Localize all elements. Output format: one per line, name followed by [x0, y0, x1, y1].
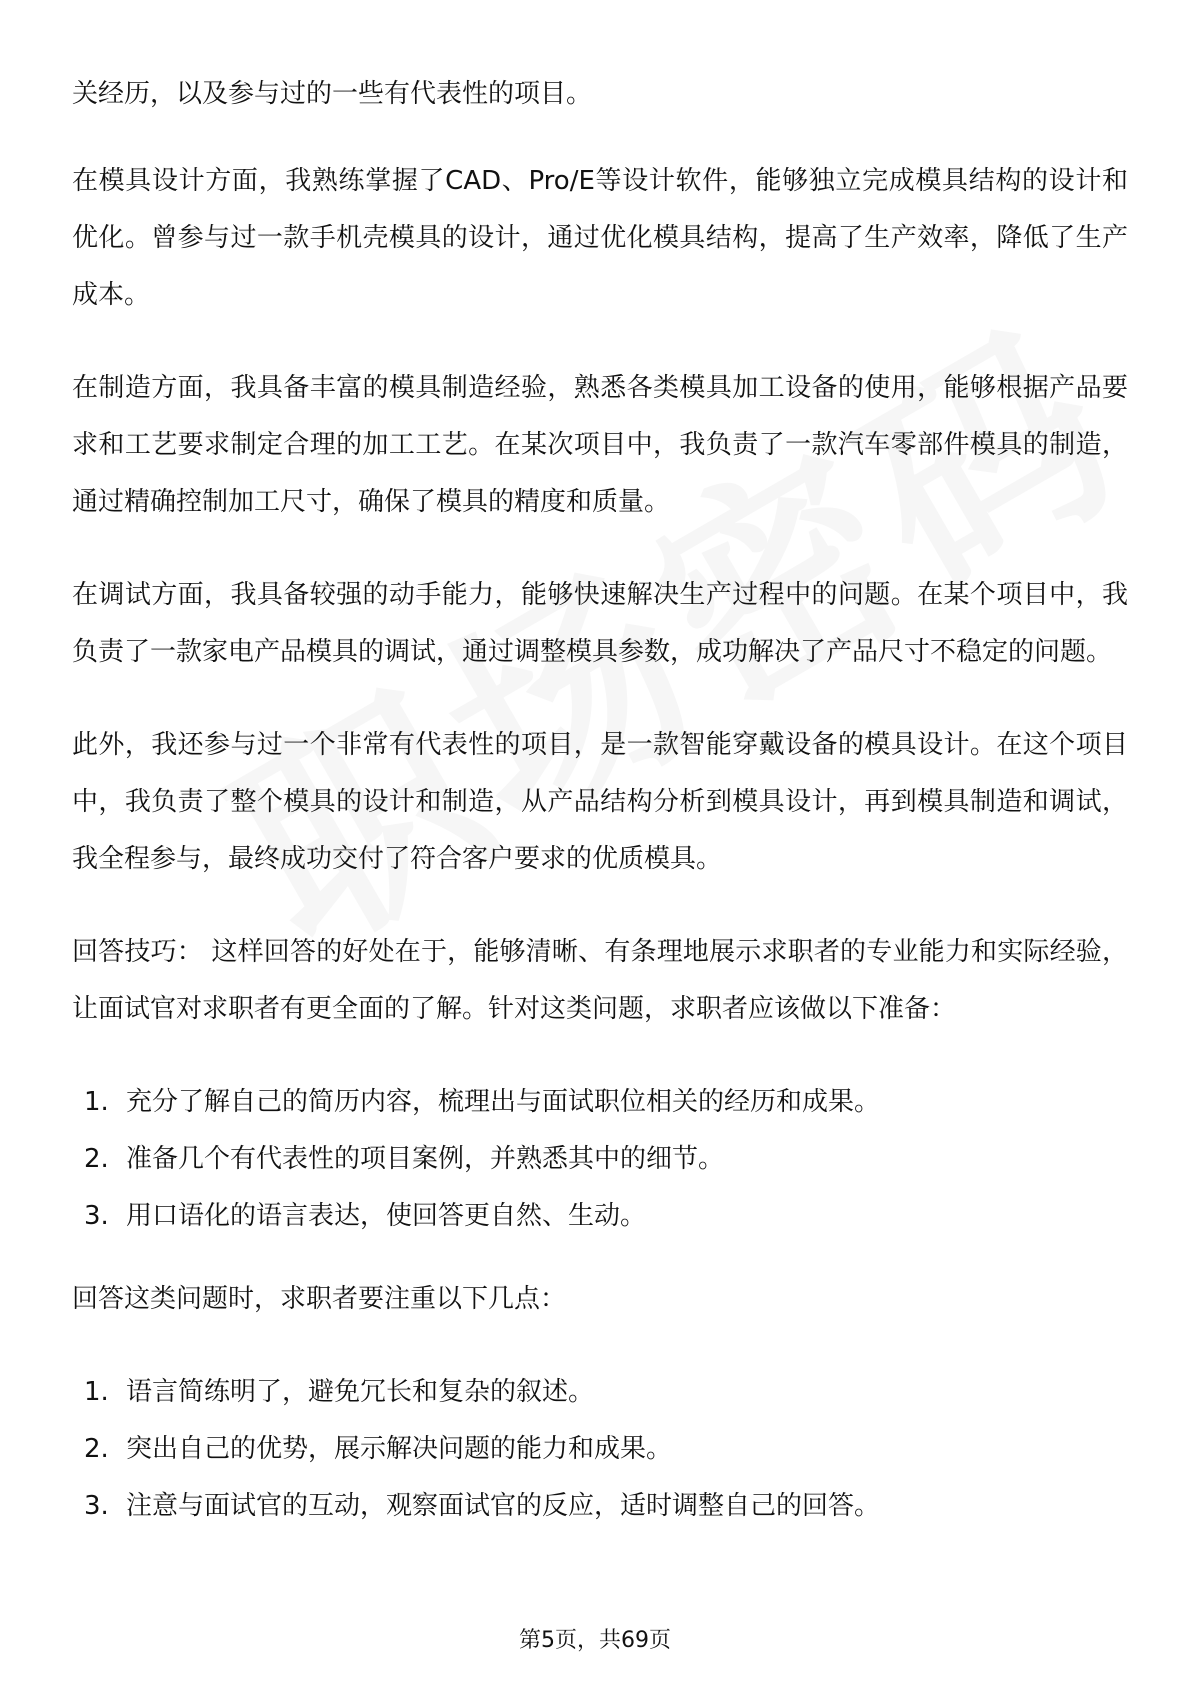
list-item	[72, 1364, 1128, 1421]
paragraph-debugging: 在调试方面，我具备较强的动手能力，能够快速解决生产过程中的问题。在某个项目中，我负责了一款家电产品模具的调试，通过调整模具参数，成功解决了产品尺寸不稳定的问题。	[72, 580, 1128, 667]
list-item	[72, 1074, 1128, 1131]
preparation-list	[72, 1074, 1128, 1245]
list-item	[72, 1188, 1128, 1245]
list-item	[72, 1131, 1128, 1188]
list-item-text: 突出自己的优势，展示解决问题的能力和成果。	[126, 1434, 673, 1464]
list-item	[72, 1421, 1128, 1478]
list-item-text: 充分了解自己的简历内容，梳理出与面试职位相关的经历和成果。	[126, 1087, 881, 1117]
paragraph-intro-continuation: 关经历，以及参与过的一些有代表性的项目。	[72, 79, 593, 109]
list-number: 2.	[84, 1434, 109, 1464]
list-number: 3.	[84, 1201, 109, 1231]
list-item-text: 准备几个有代表性的项目案例，并熟悉其中的细节。	[126, 1144, 725, 1174]
list-number: 3.	[84, 1491, 109, 1521]
list-item-text: 注意与面试官的互动，观察面试官的反应，适时调整自己的回答。	[126, 1491, 881, 1521]
paragraph-answer-tips: 回答技巧： 这样回答的好处在于，能够清晰、有条理地展示求职者的专业能力和实际经验，让面试官对求职者有更全面的了解。针对这类问题，求职者应该做以下准备：	[72, 937, 1128, 1024]
list-number: 2.	[84, 1144, 109, 1174]
list-number: 1.	[84, 1377, 109, 1407]
list-item	[72, 1478, 1128, 1535]
key-points-list	[72, 1364, 1128, 1535]
paragraph-representative-project: 此外，我还参与过一个非常有代表性的项目，是一款智能穿戴设备的模具设计。在这个项目中，我负责了整个模具的设计和制造，从产品结构分析到模具设计，再到模具制造和调试，我全程参与，最终成功交付了符合客户要求的优质模具。	[72, 730, 1128, 874]
list-number: 1.	[84, 1087, 109, 1117]
paragraph-manufacturing: 在制造方面，我具备丰富的模具制造经验，熟悉各类模具加工设备的使用，能够根据产品要求和工艺要求制定合理的加工工艺。在某次项目中，我负责了一款汽车零部件模具的制造，通过精确控制加工尺寸，确保了模具的精度和质量。	[72, 373, 1128, 517]
paragraph-design: 在模具设计方面，我熟练掌握了CAD、Pro/E等设计软件，能够独立完成模具结构的设计和优化。曾参与过一款手机壳模具的设计，通过优化模具结构，提高了生产效率，降低了生产成本。	[72, 166, 1128, 310]
page-footer: 第5页，共69页	[519, 1628, 671, 1653]
paragraph-key-points-intro: 回答这类问题时，求职者要注重以下几点：	[72, 1284, 567, 1314]
list-item-text: 语言简练明了，避免冗长和复杂的叙述。	[126, 1377, 595, 1407]
list-item-text: 用口语化的语言表达，使回答更自然、生动。	[126, 1201, 647, 1231]
document-body	[72, 66, 1128, 1561]
